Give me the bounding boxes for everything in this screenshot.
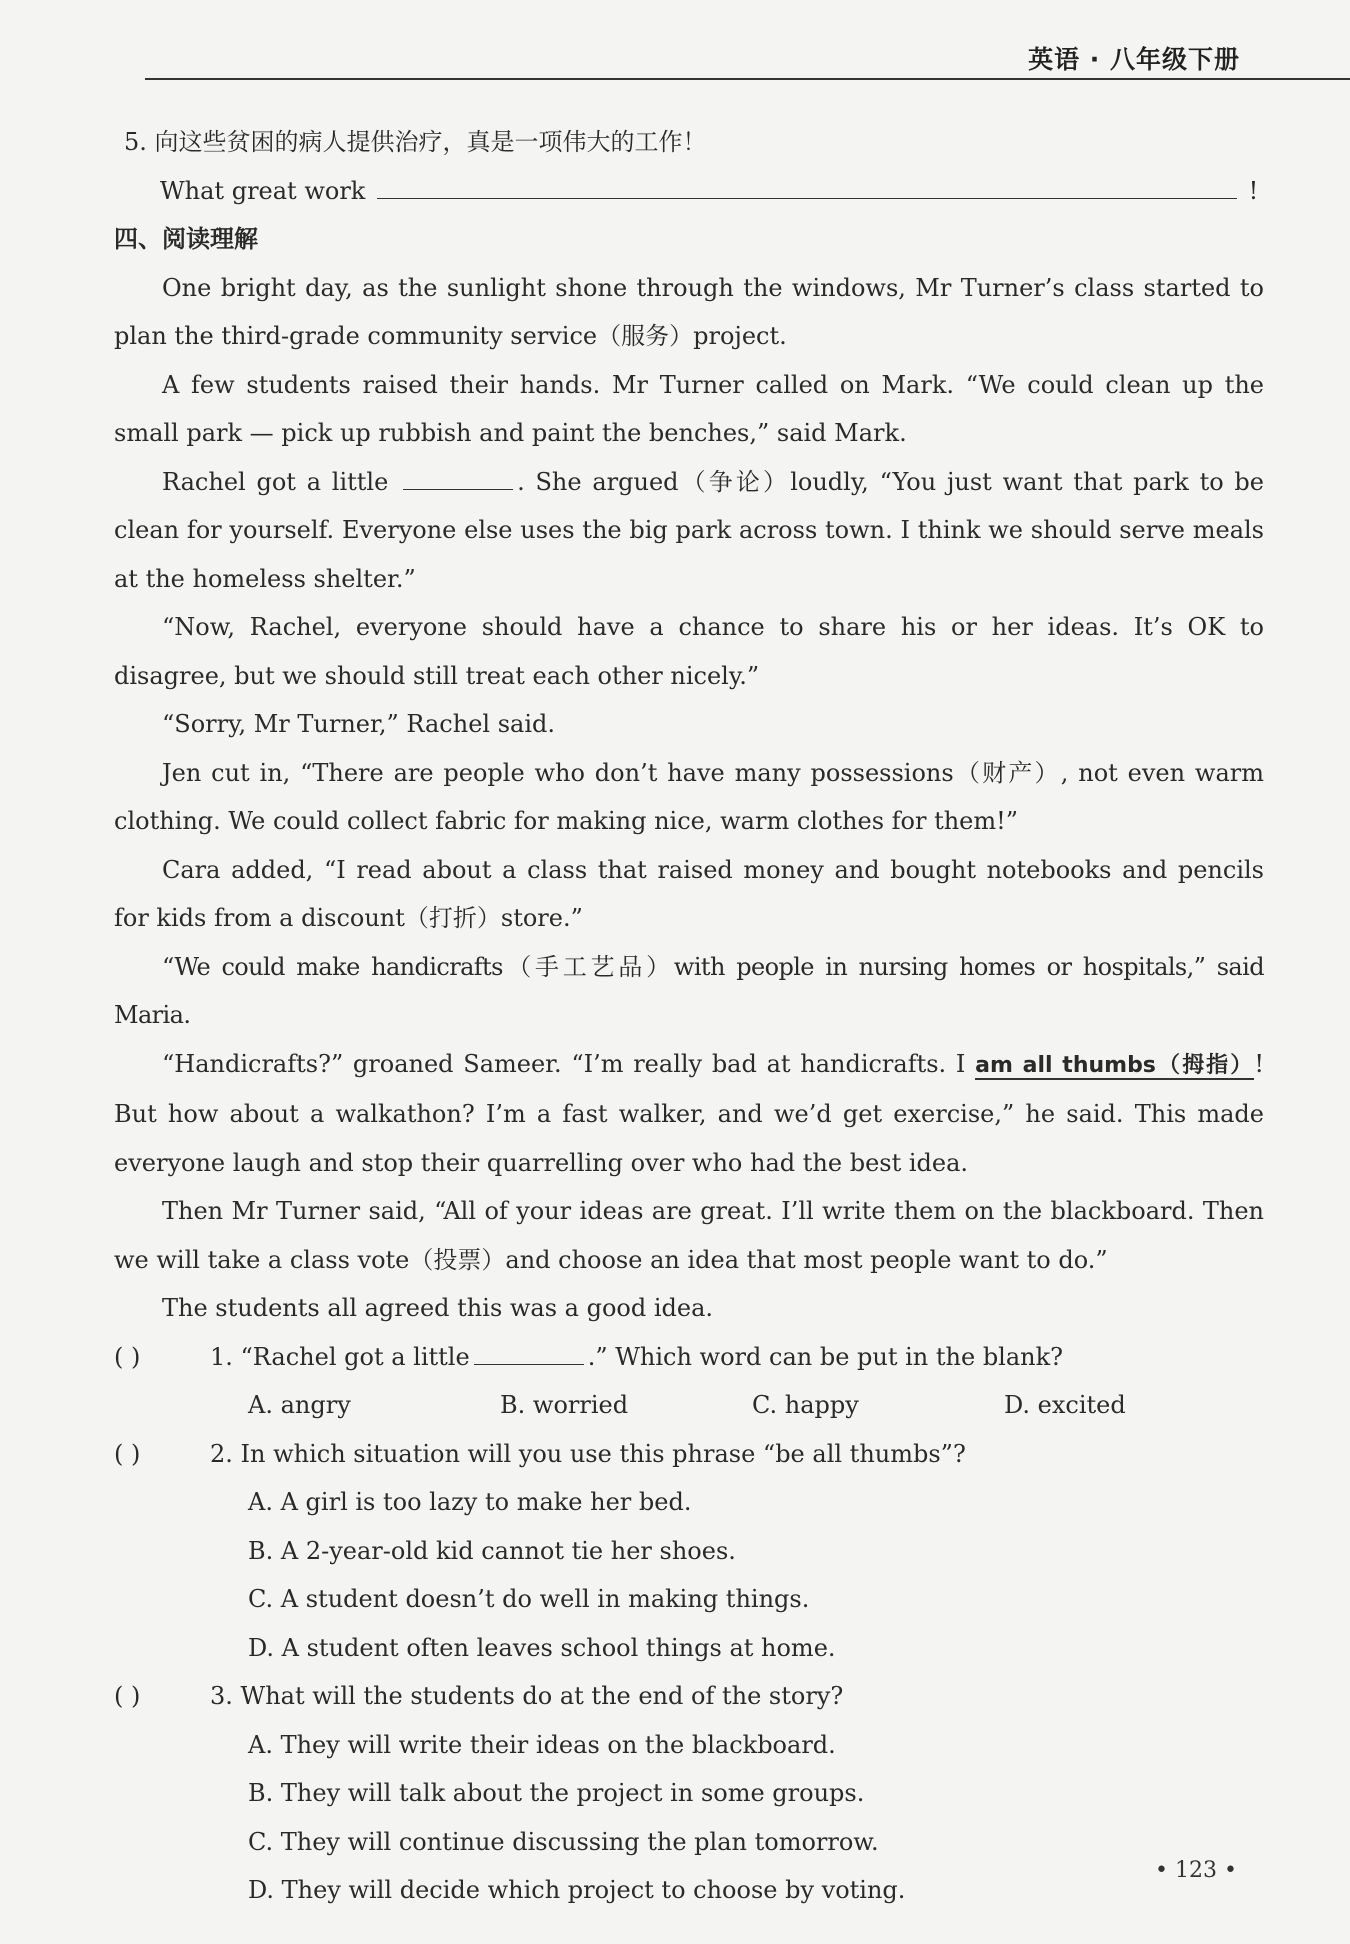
answer-blank[interactable] [377, 174, 1237, 199]
header-rule [145, 78, 1350, 80]
question-2 [114, 1430, 1264, 1479]
question-text: 2. In which situation will you use this phrase “be all thumbs”? [210, 1439, 966, 1468]
passage-paragraph: “Sorry, Mr Turner,” Rachel said. [162, 710, 555, 738]
answer-prefix: What great work [160, 176, 366, 205]
book-title: 英语 · 八年级下册 [1028, 45, 1240, 74]
highlighted-phrase: am all thumbs（拇指） [975, 1052, 1255, 1078]
answer-parentheses[interactable]: ( ) [114, 1342, 141, 1371]
option-d: D. A student often leaves school things at home. [248, 1633, 836, 1662]
question-text-after: .” Which word can be put in the blank? [587, 1342, 1064, 1371]
passage-paragraph: The students all agreed this was a good idea. [162, 1294, 714, 1322]
question-3 [114, 1672, 1264, 1721]
passage-paragraph: One bright day, as the sunlight shone through the windows, Mr Turner’s class started to plan the third-grade community service（服务）project. [114, 273, 1264, 350]
question-1 [114, 1333, 1264, 1382]
passage-blank[interactable] [403, 465, 513, 490]
section-title: 四、阅读理解 [114, 225, 258, 253]
option-d: D. They will decide which project to choose by voting. [248, 1876, 906, 1904]
passage-paragraph: “Now, Rachel, everyone should have a chance to share his or her ideas. It’s OK to disagree, but we should still treat each other nicely.” [114, 613, 1264, 690]
passage-paragraph: Cara added, “I read about a class that raised money and bought notebooks and pencils for kids from a discount（打折）store.” [114, 855, 1264, 932]
option-c: C. A student doesn’t do well in making things. [248, 1585, 810, 1613]
passage-paragraph: Then Mr Turner said, “All of your ideas are great. I’ll write them on the blackboard. Then we will take a class vote（投票）and choose an idea that most people want to do.” [114, 1197, 1264, 1274]
option-a: A. angry [248, 1391, 351, 1419]
rachel-text-before: Rachel got a little [162, 467, 389, 496]
question-blank [474, 1340, 584, 1365]
passage-paragraph: A few students raised their hands. Mr Turner called on Mark. “We could clean up the small park — pick up rubbish and paint the benches,” said Mark. [114, 370, 1264, 447]
translation-answer-line [114, 167, 1264, 216]
translation-item: 5. 向这些贫困的病人提供治疗，真是一项伟大的工作！ [124, 128, 707, 156]
page-content [114, 118, 1264, 1915]
answer-suffix: ! [1248, 176, 1259, 205]
option-d: D. excited [1004, 1391, 1126, 1419]
option-b: B. A 2-year-old kid cannot tie her shoes. [248, 1536, 736, 1565]
question-text-before: 1. “Rachel got a little [210, 1342, 470, 1371]
sameer-text-before: “Handicrafts?” groaned Sameer. “I’m really bad at handicrafts. I [162, 1049, 976, 1078]
passage-paragraph: “We could make handicrafts（手工艺品）with people in nursing homes or hospitals,” said Maria. [114, 952, 1264, 1029]
page-number: • 123 • [1155, 1858, 1237, 1883]
option-b: B. They will talk about the project in some groups. [248, 1779, 865, 1807]
answer-parentheses[interactable]: ( ) [114, 1682, 141, 1710]
option-b: B. worried [500, 1391, 629, 1419]
option-a: A. They will write their ideas on the blackboard. [248, 1730, 836, 1759]
question-1-options [114, 1381, 1264, 1430]
sameer-text-after: ! But how about a walkathon? I’m a fast walker, and we’d get exercise,” he said. This made everyone laugh and stop their quarrelling over who had the best idea. [114, 1049, 1264, 1177]
rachel-text-after: . She argued（争论）loudly, “You just want that park to be clean for yourself. Everyone else uses the big park across town. I think we should serve meals at the homeless shelter.” [114, 467, 1264, 593]
question-text: 3. What will the students do at the end of the story? [210, 1682, 844, 1710]
passage-paragraph-rachel [114, 458, 1264, 604]
option-c: C. happy [752, 1391, 859, 1419]
passage-paragraph: Jen cut in, “There are people who don’t have many possessions（财产）, not even warm clothing. We could collect fabric for making nice, warm clothes for them!” [114, 758, 1264, 835]
option-a: A. A girl is too lazy to make her bed. [248, 1488, 692, 1516]
option-c: C. They will continue discussing the plan tomorrow. [248, 1827, 879, 1856]
answer-parentheses[interactable]: ( ) [114, 1439, 141, 1468]
passage-paragraph-sameer [114, 1040, 1264, 1188]
